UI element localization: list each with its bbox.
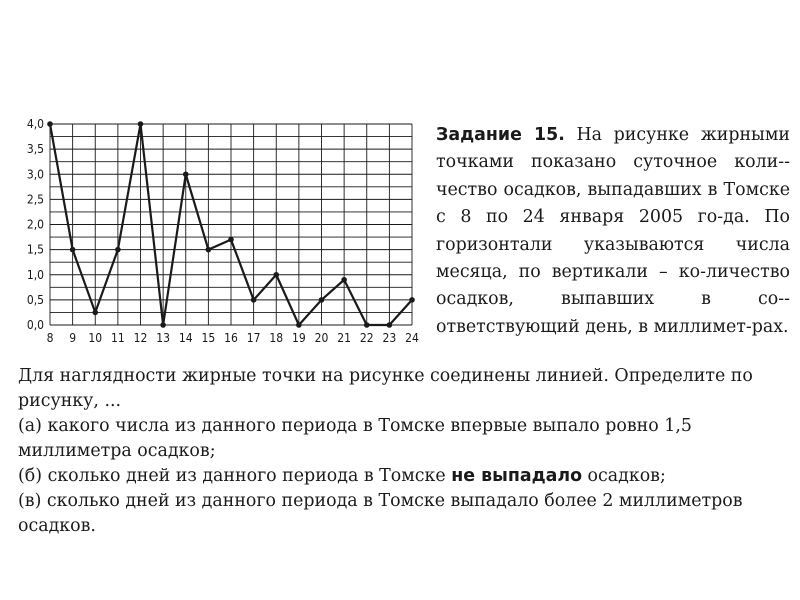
- y-tick-label: 1,5: [26, 242, 44, 257]
- data-point: [206, 247, 212, 253]
- question-b-start: (б) сколько дней из данного периода в Томске: [18, 466, 452, 486]
- data-point: [183, 171, 189, 177]
- data-point: [92, 310, 98, 316]
- x-tick-label: 9: [69, 331, 77, 345]
- task-block: [436, 122, 790, 341]
- questions-block: [18, 364, 788, 539]
- question-b-end: осадков;: [582, 466, 666, 486]
- data-point: [364, 322, 370, 328]
- x-tick-label: 20: [314, 331, 329, 345]
- y-tick-label: 0,0: [26, 318, 44, 332]
- x-tick-label: 18: [269, 331, 284, 345]
- data-point: [70, 247, 76, 253]
- y-tick-label: 0,5: [26, 292, 44, 307]
- task-text: На рисунке жирными точками показано суточное коли-чество осадков, выпадавших в Томске с 8 по 24 января 2005 го-да. По горизонтали указываются числа месяца, по вертикали – ко-личество осадков, выпавших в со-ответствующий день, в миллимет-рах.: [436, 125, 790, 337]
- y-tick-label: 3,0: [26, 167, 44, 182]
- x-tick-label: 23: [382, 331, 397, 345]
- data-point: [409, 297, 415, 303]
- data-point: [387, 322, 393, 328]
- question-b-emphasis: не выпадало: [451, 466, 583, 486]
- x-tick-label: 10: [88, 331, 103, 345]
- x-tick-label: 14: [178, 331, 193, 345]
- question-a: (а) какого числа из данного периода в Томске впервые выпало ровно 1,5 миллиметра осадков;: [18, 416, 692, 461]
- data-point: [296, 322, 302, 328]
- x-axis-ticks: [47, 331, 419, 345]
- data-point: [251, 297, 257, 303]
- x-tick-label: 12: [133, 331, 148, 345]
- data-point: [341, 277, 347, 283]
- y-axis-ticks: [27, 117, 44, 332]
- y-tick-label: 1,0: [26, 267, 44, 282]
- data-point: [138, 121, 144, 127]
- questions-intro: Для наглядности жирные точки на рисунке соединены линией. Определите по рисунку, ...: [18, 366, 753, 411]
- y-tick-label: 4,0: [26, 117, 44, 131]
- data-point: [47, 121, 53, 127]
- data-point: [319, 297, 325, 303]
- y-tick-label: 2,5: [26, 192, 44, 207]
- x-tick-label: 17: [246, 331, 261, 345]
- data-point: [115, 247, 121, 253]
- x-tick-label: 11: [111, 331, 125, 345]
- data-point: [160, 322, 166, 328]
- y-tick-label: 2,0: [26, 217, 44, 232]
- x-tick-label: 21: [337, 331, 351, 345]
- x-tick-label: 22: [359, 331, 374, 345]
- precipitation-chart: [14, 112, 419, 352]
- x-tick-label: 13: [156, 331, 170, 345]
- question-c: (в) сколько дней из данного периода в Томске выпадало более 2 миллиметров осадков.: [18, 491, 743, 536]
- task-title: Задание 15.: [436, 125, 565, 145]
- question-b: [18, 464, 788, 489]
- data-point: [228, 237, 234, 243]
- x-tick-label: 19: [292, 331, 306, 345]
- chart-grid: [50, 124, 412, 325]
- y-tick-label: 3,5: [26, 142, 44, 157]
- x-tick-label: 15: [201, 331, 216, 345]
- x-tick-label: 24: [405, 331, 419, 345]
- x-tick-label: 8: [46, 331, 54, 345]
- data-point: [273, 272, 279, 278]
- x-tick-label: 16: [224, 331, 238, 345]
